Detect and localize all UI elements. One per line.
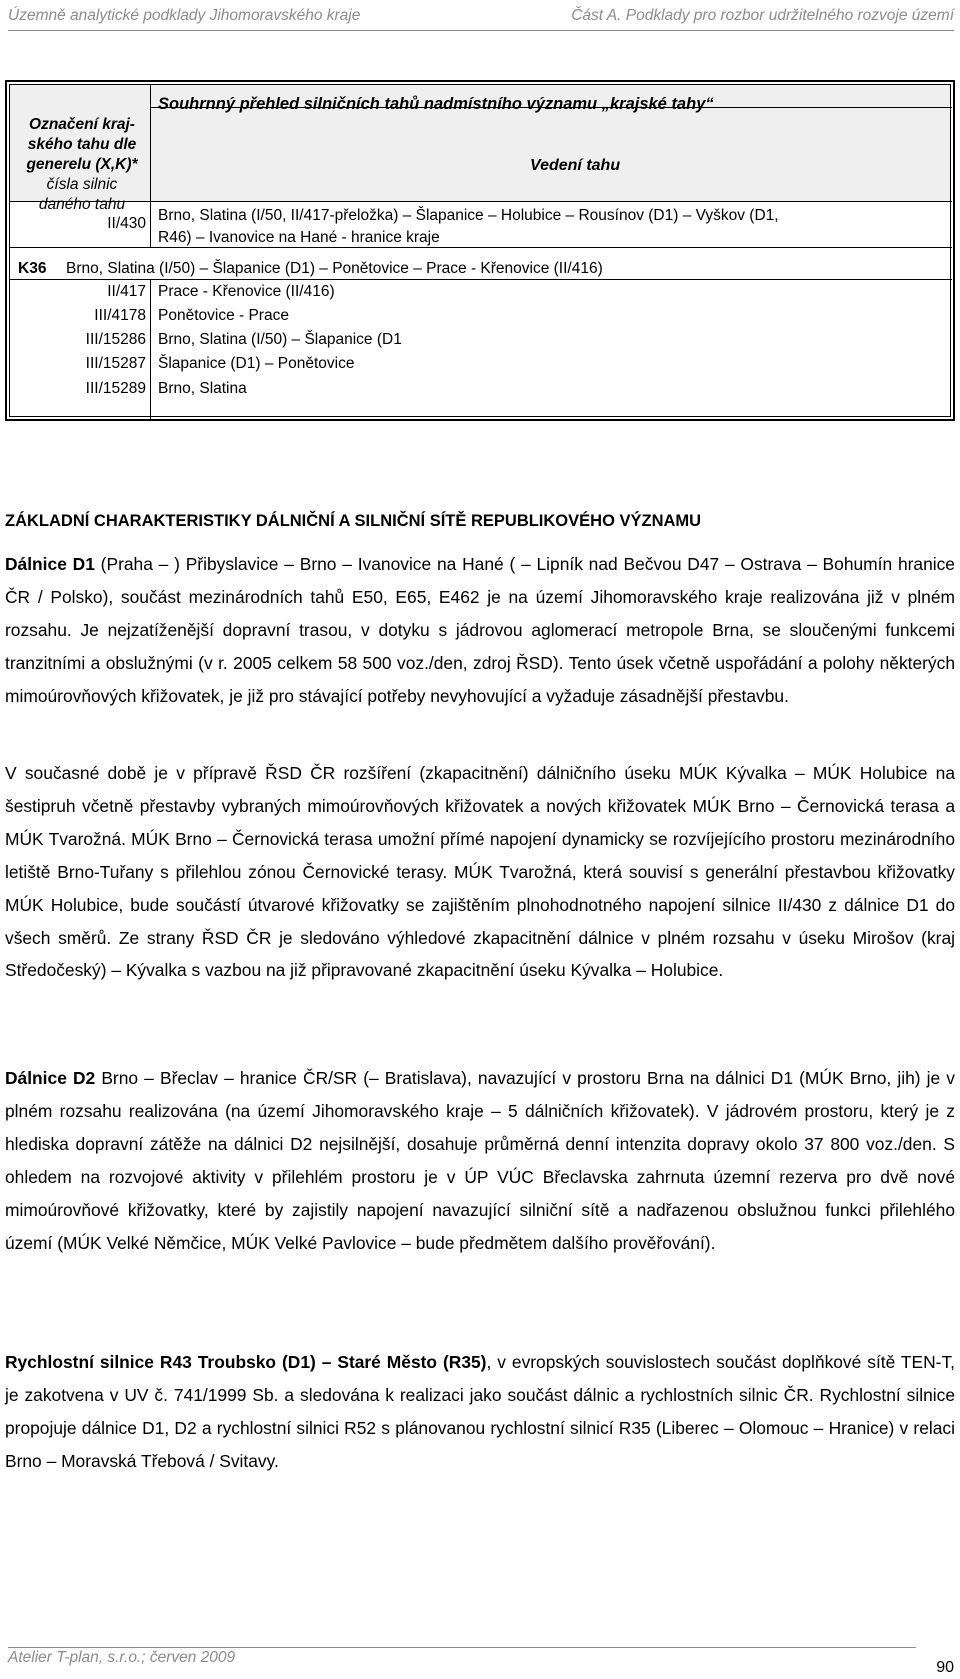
routes-table: [5, 80, 955, 421]
road-code: III/15286: [85, 331, 146, 348]
route-desc: Brno, Slatina (I/50, II/417-přeložka) – Šlapanice – Holubice – Rousínov (D1) – Vyškov (D1,: [158, 207, 779, 224]
paragraph-d1: [5, 548, 955, 713]
table-title: Souhrnný přehled silničních tahů nadmístního významu „krajské tahy“: [158, 95, 714, 113]
paragraph-text: Brno – Břeclav – hranice ČR/SR (– Bratislava), navazující v prostoru Brna na dálnici D1 (MÚK Brno, jih) je v plném rozsahu realizována (na území Jihomoravského kraje – 5 dálničních křižovatek). V jádrovém prostoru, který je z hlediska dopravní zátěže na dálnici D2 nejsilnější, dosahuje průměrná denní intenzita dopravy okolo 37 800 voz./den. S ohledem na rozvojové aktivity v přilehlém prostoru je v ÚP VÚC Břeclavska zahrnuta územní rezerva pro dvě nové mimoúrovňové křižovatky, které by zajistily napojení navazující silniční sítě a nadřazenou obslužnou funkci přilehlého území (MÚK Velké Němčice, MÚK Velké Pavlovice – bude předmětem dalšího prověřování).: [5, 1068, 955, 1253]
route-desc: Brno, Slatina: [158, 380, 247, 397]
route-desc: R46) – Ivanovice na Hané - hranice kraje: [158, 229, 440, 246]
route-heading: Vedení tahu: [530, 157, 621, 174]
paragraph-d1-expansion: [5, 757, 955, 987]
road-code: II/417: [107, 283, 146, 300]
road-code: III/15289: [85, 380, 146, 397]
left-head-line: daného tahu: [38, 196, 126, 213]
left-head-line: Označení kraj-: [29, 116, 135, 133]
footer-rule: [8, 1647, 916, 1648]
route-desc: Šlapanice (D1) – Ponětovice: [158, 355, 355, 372]
footer-text: Atelier T-plan, s.r.o.; červen 2009: [8, 1649, 236, 1666]
corridor-code: K36: [18, 260, 47, 277]
paragraph-text: (Praha – ) Přibyslavice – Brno – Ivanovice na Hané ( – Lipník nad Bečvou D47 – Ostrava – Bohumín hranice ČR / Polsko), součást mezinárodních tahů E50, E65, E462 je na území Jihomoravského kraje realizována již v plném rozsahu. Je nejzatíženější dopravní trasou, v dotyku s jádrovou aglomerací metropole Brna, se sloučenými funkcemi tranzitními a obslužnými (v r. 2005 celkem 58 500 voz./den, zdroj ŘSD). Tento úsek včetně uspořádání a polohy některých mimoúrovňových křižovatek, je již pro stávající potřeby nevyhovující a vyžaduje zásadnější přestavbu.: [5, 554, 955, 706]
page-header: [8, 4, 954, 31]
paragraph-lead: Rychlostní silnice R43 Troubsko (D1) – Staré Město (R35): [5, 1352, 487, 1372]
route-desc: Brno, Slatina (I/50) – Šlapanice (D1) – Ponětovice – Prace - Křenovice (II/416): [66, 260, 603, 277]
route-desc: Brno, Slatina (I/50) – Šlapanice (D1: [158, 331, 402, 348]
left-head-line: čísla silnic: [46, 176, 118, 193]
left-head-line: ského tahu dle: [27, 136, 137, 153]
paragraph-d2: [5, 1062, 955, 1259]
left-head-line: generelu (X,K)*: [26, 156, 138, 173]
table-left-heading: [12, 115, 152, 215]
paragraph-r43: [5, 1346, 955, 1478]
road-code: II/430: [107, 215, 146, 232]
road-code: III/15287: [85, 355, 146, 372]
paragraph-text: , v evropských souvislostech součást doplňkové sítě TEN-T, je zakotvena v UV č. 741/1999 Sb. a sledována k realizaci jako součást dálnic a rychlostních silnic ČR. Rychlostní silnice propojuje dálnice D1, D2 a rychlostní silnici R52 s plánovanou rychlostní silnicí R35 (Liberec – Olomouc – Hranice) v relaci Brno – Moravská Třebová / Svitavy.: [5, 1352, 956, 1471]
paragraph-text: V současné době je v přípravě ŘSD ČR rozšíření (zkapacitnění) dálničního úseku MÚK Kývalka – MÚK Holubice na šestipruh včetně přestavby vybraných mimoúrovňových křižovatek a nových křižovatek MÚK Brno – Černovická terasa a MÚK Tvarožná. MÚK Brno – Černovická terasa umožní přímé napojení dynamicky se rozvíjejícího prostoru mezinárodního letiště Brno-Tuřany s přilehlou zónou Černovické terasy. MÚK Tvarožná, která souvisí s generální přestavbou křižovatky MÚK Holubice, bude součástí útvarové křižovatky se zajištěním plnohodnotného napojení silnice II/430 z dálnice D1 do všech směrů. Ze strany ŘSD ČR je sledováno výhledové zkapacitnění dálnice v plném rozsahu v úseku Mirošov (kraj Středočeský) – Kývalka s vazbou na již připravované zkapacitnění úseku Kývalka – Holubice.: [5, 763, 955, 981]
route-desc: Prace - Křenovice (II/416): [158, 283, 335, 300]
header-left: Územně analytické podklady Jihomoravského kraje: [8, 7, 361, 24]
section-heading: ZÁKLADNÍ CHARAKTERISTIKY DÁLNIČNÍ A SILNIČNÍ SÍTĚ REPUBLIKOVÉHO VÝZNAMU: [5, 512, 702, 530]
header-right: Část A. Podklady pro rozbor udržitelného rozvoje území: [571, 7, 954, 24]
paragraph-lead: Dálnice D1: [5, 554, 95, 574]
page-number: 90: [936, 1659, 954, 1676]
road-code: III/4178: [94, 307, 146, 324]
route-desc: Ponětovice - Prace: [158, 307, 289, 324]
paragraph-lead: Dálnice D2: [5, 1068, 96, 1088]
